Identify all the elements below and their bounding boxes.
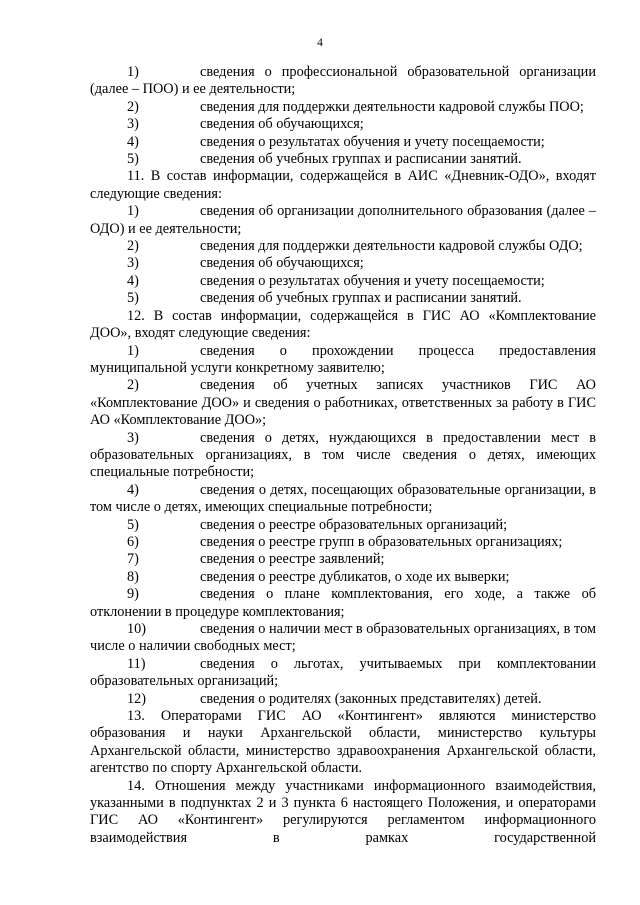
list-item xyxy=(90,116,596,133)
list-text: сведения об учебных группах и расписании занятий. xyxy=(200,151,522,168)
paragraph-11: 11. В состав информации, содержащейся в АИС «Дневник-ОДО», входят следующие сведения: xyxy=(90,168,596,202)
paragraph-14: 14. Отношения между участниками информационного взаимодействия, указанными в подпунктах 2 и 3 пункта 6 настоящего Положения, и операторами ГИС АО «Контингент» регулируются регламентом информационного взаимодействия в рамках государственной xyxy=(90,777,596,846)
list-text: сведения о реестре образовательных организаций; xyxy=(200,516,508,533)
list-number: 2) xyxy=(127,377,139,394)
list-item xyxy=(90,534,596,551)
list-number: 5) xyxy=(127,151,139,168)
list-text: сведения об учетных записях участников ГИС АО «Комплектование ДОО» и сведения о работниках, ответственных за работу в ГИС АО «Комплектование ДОО»; xyxy=(90,377,596,429)
list-number: 10) xyxy=(127,621,147,637)
list-item xyxy=(90,377,596,429)
list-number: 3) xyxy=(127,116,139,133)
list-number: 1) xyxy=(127,342,139,359)
list-text: сведения для поддержки деятельности кадровой службы ПОО; xyxy=(200,98,584,115)
document-body xyxy=(90,64,596,847)
list-item xyxy=(90,134,596,151)
list-item xyxy=(90,482,596,517)
list-number: 4) xyxy=(127,272,139,289)
list-text: сведения об обучающихся; xyxy=(200,255,364,272)
list-item xyxy=(90,656,596,691)
list-item xyxy=(90,238,596,255)
list-text: сведения о детях, посещающих образовательные организации, в том числе о детях, имеющих специальные потребности; xyxy=(90,481,596,516)
list-item xyxy=(90,99,596,116)
list-number: 2) xyxy=(127,238,139,255)
list-number: 1) xyxy=(127,64,139,80)
list-number: 4) xyxy=(127,133,139,150)
list-item xyxy=(90,517,596,534)
list-text: сведения о реестре заявлений; xyxy=(200,551,385,568)
list-text: сведения о наличии мест в образовательных организациях, в том числе о наличии свободных мест; xyxy=(90,621,596,655)
list-item xyxy=(90,290,596,307)
list-item xyxy=(90,551,596,568)
list-number: 4) xyxy=(127,481,139,498)
list-number: 3) xyxy=(127,255,139,272)
list-number: 8) xyxy=(127,568,139,585)
list-text: сведения для поддержки деятельности кадровой службы ОДО; xyxy=(200,238,583,255)
list-number: 11) xyxy=(127,655,146,672)
list-text: сведения о родителях (законных представителях) детей. xyxy=(200,690,542,707)
list-text: сведения о профессиональной образовательной организации (далее – ПОО) и ее деятельности; xyxy=(90,64,596,98)
list-number: 5) xyxy=(127,516,139,533)
paragraph-13: 13. Операторами ГИС АО «Контингент» являются министерство образования и науки Архангельской области, министерство культуры Архангельской области, министерство здравоохранения Архангельской области, агентство по спорту Архангельской области. xyxy=(90,708,596,777)
list-number: 2) xyxy=(127,98,139,115)
list-text: сведения об учебных группах и расписании занятий. xyxy=(200,290,522,307)
paragraph-12: 12. В состав информации, содержащейся в ГИС АО «Комплектование ДОО», входят следующие сведения: xyxy=(90,307,596,342)
list-item xyxy=(90,273,596,290)
list-number: 12) xyxy=(127,690,147,707)
list-item xyxy=(90,430,596,482)
list-item xyxy=(90,203,596,238)
list-text: сведения о результатах обучения и учету посещаемости; xyxy=(200,272,545,289)
list-text: сведения о льготах, учитываемых при комплектовании образовательных организаций; xyxy=(90,655,596,690)
list-item xyxy=(90,621,596,656)
list-text: сведения о детях, нуждающихся в предоставлении мест в образовательных организациях, в том числе сведения о детях, имеющих специальные потребности; xyxy=(90,429,596,481)
list-number: 1) xyxy=(127,203,139,220)
list-number: 5) xyxy=(127,290,139,307)
list-text: сведения об обучающихся; xyxy=(200,116,364,133)
list-text: сведения об организации дополнительного образования (далее – ОДО) и ее деятельности; xyxy=(90,203,596,237)
list-item xyxy=(90,586,596,621)
list-item xyxy=(90,151,596,168)
list-number: 6) xyxy=(127,533,139,550)
list-item xyxy=(90,569,596,586)
list-item xyxy=(90,343,596,378)
list-text: сведения о реестре групп в образовательных организациях; xyxy=(200,533,563,550)
list-text: сведения о плане комплектования, его ходе, а также об отклонении в процедуре комплектования; xyxy=(90,586,596,620)
list-item xyxy=(90,255,596,272)
list-text: сведения о прохождении процесса предоставления муниципальной услуги конкретному заявителю; xyxy=(90,342,596,376)
list-number: 9) xyxy=(127,586,139,603)
list-text: сведения о реестре дубликатов, о ходе их выверки; xyxy=(200,568,510,585)
list-number: 7) xyxy=(127,551,139,568)
list-number: 3) xyxy=(127,429,139,446)
page-number: 4 xyxy=(317,37,323,49)
list-item xyxy=(90,691,596,708)
list-text: сведения о результатах обучения и учету посещаемости; xyxy=(200,133,545,150)
list-item xyxy=(90,64,596,99)
